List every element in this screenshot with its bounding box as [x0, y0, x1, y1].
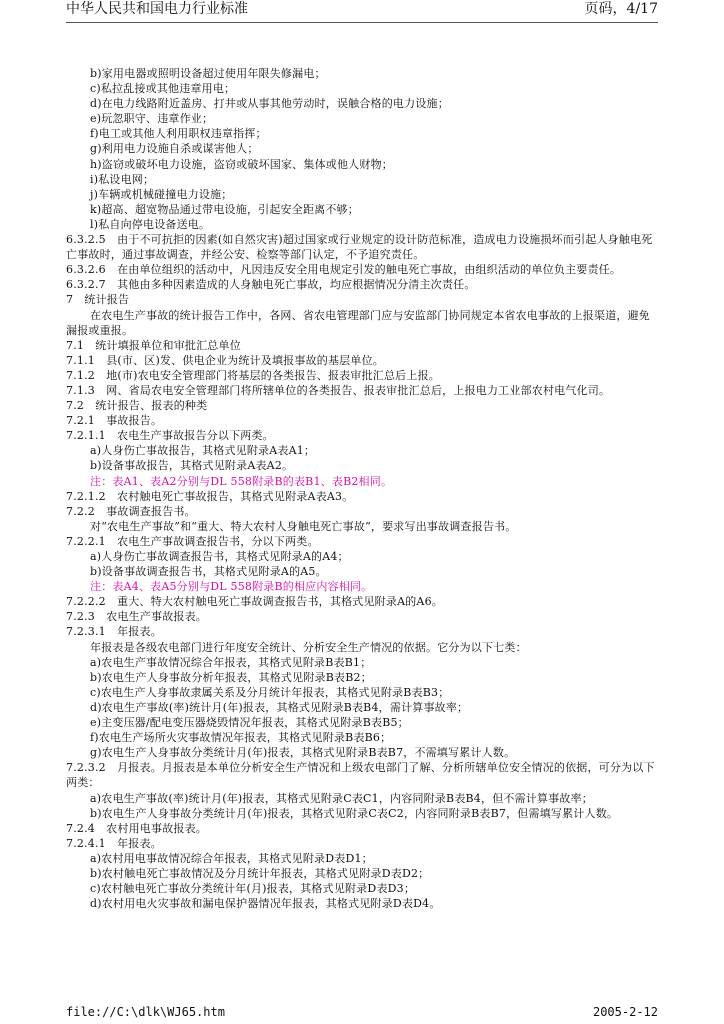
text-line: a)农电生产事故(率)统计月(年)报表，其格式见附录C表C1，内容同附录B表B4，但不需计算事故率；: [90, 791, 594, 805]
file-path: file://C:\dlk\WJ65.htm: [66, 1005, 225, 1019]
text-line: b)农电生产人身事故分析年报表，其格式见附录B表B2；: [90, 670, 372, 684]
text-line: 7.2.3 农电生产事故报表。: [66, 610, 207, 624]
text-line: a)农电生产事故情况综合年报表，其格式见附录B表B1；: [90, 655, 372, 669]
text-line: 7.2.2.2 重大、特大农村触电死亡事故调查报告书，其格式见附录A的A6。: [66, 595, 443, 609]
text-line: 6.3.2.6 在由单位组织的活动中，凡因违反安全用电规定引发的触电死亡事故，由组织活动的单位负主要责任。: [66, 263, 622, 277]
text-line: g)利用电力设施自杀或谋害他人；: [90, 142, 259, 156]
text-line: 7.2.4 农村用电事故报表。: [66, 821, 207, 835]
text-line: f)电工或其他人利用职权违章指挥；: [90, 127, 267, 141]
text-line: 7.2.3.2 月报表。月报表是本单位分析安全生产情况和上级农电部门了解、分析所辖单位安全情况的依据，可分为以下两类：: [66, 761, 655, 790]
text-line: c)农村触电死亡事故分类统计年(月)报表，其格式见附录D表D3；: [90, 882, 416, 896]
text-line: b)农村触电死亡事故情况及分月统计年报表，其格式见附录D表D2；: [90, 866, 430, 880]
text-line: e)玩忽职守、违章作业；: [90, 112, 214, 126]
text-line: 7.2.1 事故报告。: [66, 414, 163, 428]
text-line: a)农村用电事故情况综合年报表，其格式见附录D表D1；: [90, 851, 373, 865]
text-line: 7.1 统计填报单位和审批汇总单位: [66, 338, 241, 352]
text-line: g)农电生产人身事故分类统计月(年)报表，其格式见附录B表B7，不需填写累计人数。: [90, 746, 516, 760]
document-body: [66, 66, 658, 911]
text-line: f)农电生产场所火灾事故情况年报表，其格式见附录B表B6；: [90, 731, 392, 745]
text-line: 年报表是各级农电部门进行年度安全统计、分析安全生产情况的依据。它分为以下七类：: [90, 640, 527, 654]
text-line: j)车辆或机械碰撞电力设施；: [90, 187, 233, 201]
text-line: c)私拉乱接或其他违章用电；: [90, 82, 236, 96]
text-line: b)设备事故调查报告书，其格式见附录A的A5。: [90, 565, 327, 579]
text-line: 7.2.2 事故调查报告书。: [66, 504, 196, 518]
text-line: d)农村用电火灾事故和漏电保护器情况年报表，其格式见附录D表D4。: [90, 897, 441, 911]
text-line: 7.1.1 县(市、区)发、供电企业为统计及填报事故的基层单位。: [66, 353, 384, 367]
text-line: a)人身伤亡事故调查报告书，其格式见附录A的A4；: [90, 550, 349, 563]
text-line: 6.3.2.5 由于不可抗拒的因素(如自然灾害)超过国家或行业规定的设计防范标准，造成电力设施损坏而引起人身触电死亡事故时，通过事故调查，并经公安、检察等部门认定，不予追究责任。: [66, 233, 653, 262]
text-line: 7.1.2 地(市)农电安全管理部门将基层的各类报告、报表审批汇总后上报。: [66, 368, 440, 382]
print-date: 2005-2-12: [592, 1005, 658, 1019]
text-line: 在农电生产事故的统计报告工作中，各网、省农电管理部门应与安监部门协同规定本省农电事故的上报渠道，避免漏报或重报。: [66, 308, 650, 337]
text-line: 7.2.4.1 年报表。: [66, 836, 162, 850]
text-line: a)人身伤亡事故报告，其格式见附录A表A1；: [90, 444, 316, 458]
text-line: h)盗窃或破坏电力设施，盗窃或破坏国家、集体或他人财物；: [90, 157, 393, 171]
text-line: d)在电力线路附近盖房、打井或从事其他劳动时，误触合格的电力设施；: [90, 97, 449, 111]
text-line: 6.3.2.7 其他由多种因素造成的人身触电死亡事故，均应根据情况分清主次责任。: [66, 278, 476, 292]
text-line: c)农电生产人身事故隶属关系及分月统计年报表，其格式见附录B表B3；: [90, 685, 450, 699]
document-title: 中华人民共和国电力行业标准: [66, 1, 248, 17]
text-line: 7.2.1.2 农村触电死亡事故报告，其格式见附录A表A3。: [66, 489, 354, 503]
text-line: b)农电生产人身事故分类统计月(年)报表，其格式见附录C表C2，内容同附录B表B7，但需填写累计人数。: [90, 806, 619, 820]
text-line: 对“农电生产事故”和“重大、特大农村人身触电死亡事故”，要求写出事故调查报告书。: [90, 519, 517, 533]
note-line: 注：表A1、表A2分别与DL 558附录B的表B1、表B2相同。: [90, 474, 393, 488]
text-line: 7.2.1.1 农电生产事故报告分以下两类。: [66, 429, 274, 443]
header-rule: [66, 22, 658, 23]
text-line: e)主变压器/配电变压器烧毁情况年报表，其格式见附录B表B5；: [90, 716, 409, 730]
text-line: i)私设电网；: [90, 172, 155, 186]
text-line: k)超高、超宽物品通过带电设施，引起安全距离不够；: [90, 202, 359, 216]
text-line: b)家用电器或照明设备超过使用年限失修漏电；: [90, 67, 326, 80]
text-line: b)设备事故报告，其格式见附录A表A2。: [90, 459, 294, 473]
text-line: 7 统计报告: [66, 293, 130, 307]
text-line: 7.2.2.1 农电生产事故调查报告书，分以下两类。: [66, 534, 319, 548]
text-line: l)私自向停电设备送电。: [90, 217, 211, 231]
text-line: 7.1.3 网、省局农电安全管理部门将所辖单位的各类报告、报表审批汇总后，上报电力工业部农村电气化司。: [66, 383, 611, 397]
note-line: 注：表A4、表A5分别与DL 558附录B的相应内容相同。: [90, 580, 373, 594]
text-line: d)农电生产事故(率)统计月(年)报表，其格式见附录B表B4，需计算事故率；: [90, 700, 469, 714]
text-line: 7.2.3.1 年报表。: [66, 625, 162, 639]
text-line: 7.2 统计报告、报表的种类: [66, 399, 208, 413]
page-number: 页码，4/17: [584, 1, 658, 17]
page-header: [66, 0, 658, 22]
